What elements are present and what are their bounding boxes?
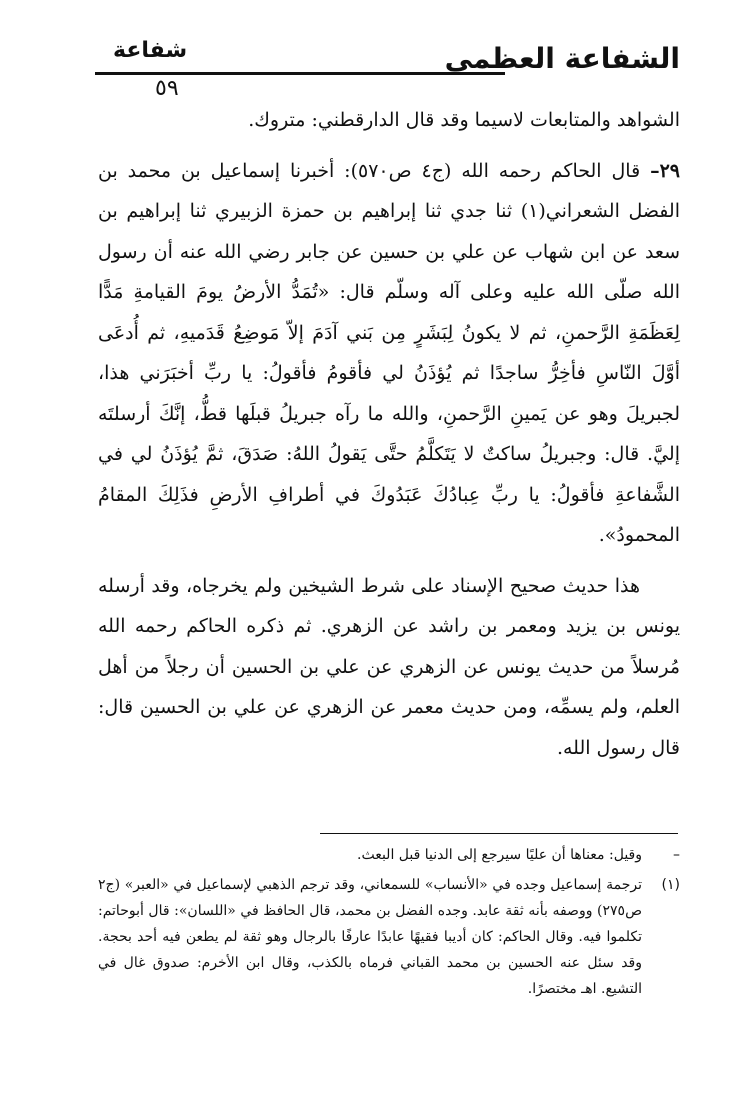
- header-ornament-logo: شفاعة: [113, 38, 188, 63]
- paragraph-hadith: [98, 151, 680, 556]
- paragraph-continuation: الشواهد والمتابعات لاسيما وقد قال الدارقطني: متروك.: [248, 109, 680, 131]
- footnotes: [98, 842, 680, 1006]
- footnote-text: وقيل: معناها أن عليًا سيرجع إلى الدنيا قبل البعث.: [357, 847, 642, 863]
- running-title: الشفاعة العظمى: [444, 42, 680, 75]
- page-number: ٥٩: [155, 76, 179, 101]
- footnote-item: [98, 872, 680, 1002]
- main-text: [98, 100, 680, 768]
- footnote-mark: –: [673, 847, 680, 863]
- paragraph-commentary: هذا حديث صحيح الإسناد على شرط الشيخين ولم يخرجاه، وقد أرسله يونس بن يزيد ومعمر بن راشد عن الزهري. ثم ذكره الحاكم رحمه الله مُرسلاً من حديث يونس عن الزهري عن علي بن الحسين أن رجلاً من أهل العلم، ولم يسمِّه، ومن حديث معمر عن الزهري عن علي بن الحسين قال: قال رسول الله.: [98, 574, 680, 759]
- header-rule: [95, 72, 505, 75]
- footnote-mark: (١): [661, 877, 680, 893]
- hadith-text: قال الحاكم رحمه الله (ج٤ ص٥٧٠): أخبرنا إسماعيل بن محمد بن الفضل الشعراني(١) ثنا جدي ثنا إبراهيم بن حمزة الزبيري ثنا إبراهيم بن سعد عن ابن شهاب عن علي بن حسين عن جابر رضي الله عنه أن رسول الله صلّى الله عليه وعلى آله وسلّم قال: «تُمَدُّ الأرضُ يومَ القيامةِ مَدًّا لِعَظَمَةِ الرَّحمنِ، ثم لا يكونُ لِبَشَرٍ مِن بَني آدَمَ إلاّ مَوضِعُ قَدَميهِ، ثم أُدعَى أوَّلَ النّاسِ فأخِرُّ ساجدًا ثم يُؤذَنُ لي فأقومُ فأقولُ: يا ربِّ أخبَرَني هذا، لجبريلَ وهو عن يَمينِ الرَّحمنِ، والله ما رآه جبريلُ قبلَها قطُّ، إنَّكَ أرسلتَه إليَّ. قال: وجبريلُ ساكتٌ لا يَتَكلَّمُ حتَّى يَقولُ اللهُ: صَدَقَ، ثمَّ يُؤذَنُ لي في الشَّفاعةِ فأقولُ: يا ربِّ عِبادُكَ عَبَدُوكَ في أطرافِ الأرضِ فذَلِكَ المقامُ المحمودُ».: [98, 159, 681, 546]
- footnote-divider: [320, 833, 678, 834]
- footnote-text: ترجمة إسماعيل وجده في «الأنساب» للسمعاني، وقد ترجم الذهبي لإسماعيل في «العبر» (ج٢ ص٢٧٥) ووصفه بأنه ثقة عابد. وجده الفضل بن محمد، قال الحافظ في «اللسان»: قال أبوحاتم: تكلموا فيه. وقال الحاكم: كان أديبا فقيهًا عابدًا عارفًا بالرجال وهو ثقة لم يطعن فيه أحد بحجة. وقد سئل عنه الحسين بن محمد القباني فرماه بالكذب، وقال ابن الأخرم: صدوق غال في التشيع. اهـ مختصرًا.: [98, 877, 642, 997]
- hadith-number: ٢٩–: [650, 159, 680, 182]
- footnote-item: [98, 842, 680, 868]
- page-header: [95, 38, 680, 101]
